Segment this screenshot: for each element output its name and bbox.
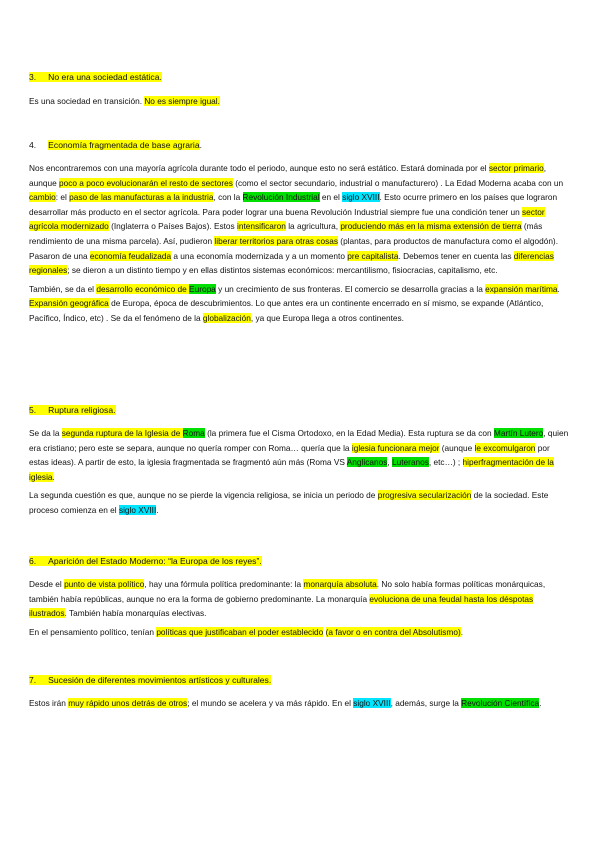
text-run: , aunque	[29, 163, 547, 188]
section-number: 4.	[29, 140, 37, 150]
highlighted-text: punto de vista político	[64, 579, 145, 589]
section-number: 7.	[29, 675, 37, 685]
section-heading-highlight	[29, 405, 116, 415]
section-title: Ruptura religiosa.	[48, 405, 116, 415]
highlighted-text: muy rápido unos detrás de otros	[68, 698, 188, 708]
section-number: 3.	[29, 72, 37, 82]
text-run: Es una sociedad en transición.	[29, 96, 145, 106]
section-paragraph	[29, 488, 569, 517]
highlighted-text: Luteranos	[391, 457, 429, 468]
section-heading-highlight	[29, 675, 271, 685]
highlighted-text: Roma	[182, 428, 205, 438]
text-run: También, se da el	[29, 283, 97, 294]
section-paragraph	[29, 426, 569, 484]
text-run: , con la	[213, 192, 243, 203]
text-run: Estos irán	[29, 698, 69, 708]
section-6	[29, 556, 569, 643]
text-run: Se da la	[29, 428, 62, 438]
text-run: .	[557, 283, 560, 294]
highlighted-text: poco a poco evolucionarán el resto de sectores	[59, 177, 233, 188]
text-run: ,	[387, 457, 392, 468]
text-run: .	[52, 471, 55, 482]
text-run: en el	[319, 192, 343, 203]
highlighted-text: políticas que justificaban el poder establecido	[156, 626, 324, 637]
section-paragraph	[29, 94, 569, 109]
text-run: La segunda cuestión es que, aunque no se pierde la vigencia religiosa, se inicia un periodo de	[29, 490, 378, 501]
highlighted-text: Martín Lutero	[493, 428, 544, 438]
section-paragraph	[29, 161, 569, 278]
highlighted-text: monarquía absoluta	[303, 579, 377, 589]
highlighted-text: hiperfragmentación de la iglesia	[29, 457, 554, 482]
text-run: por estas ideas). A partir de esto, la iglesia fragmentada se fragmentó aún más (Roma VS	[29, 442, 550, 468]
section-5	[29, 405, 569, 522]
highlighted-text: paso de las manufacturas a la industria	[69, 192, 214, 203]
text-run: , hay una fórmula política predominante: la	[144, 579, 304, 589]
text-run: Desde el	[29, 579, 65, 589]
highlighted-text: sector agrícola modernizado	[29, 206, 545, 232]
section-title: No era una sociedad estática.	[48, 72, 162, 82]
highlighted-text: siglo XVIII	[353, 698, 391, 708]
section-number: 5.	[29, 405, 37, 415]
highlighted-text: Revolución Científica	[461, 698, 540, 708]
text-run: y un crecimiento de sus fronteras. El comercio se desarrolla gracias a la	[215, 283, 486, 294]
section-paragraph	[29, 282, 569, 326]
text-run: (Inglaterra o Países Bajos). Estos	[108, 221, 237, 232]
section-4	[29, 140, 569, 330]
highlighted-text: No es siempre igual.	[144, 96, 220, 106]
text-run: a una economía modernizada y a un momento	[171, 250, 348, 261]
section-title: Economía fragmentada de base agraria	[48, 140, 200, 150]
section-heading	[29, 675, 569, 686]
section-heading	[29, 405, 569, 416]
highlighted-text: produciendo más en la misma extensión de tierra	[340, 221, 522, 232]
highlighted-text: desarrollo económico de	[96, 283, 190, 294]
section-7	[29, 675, 569, 715]
text-run: .	[156, 504, 159, 515]
text-run: , quien era cristiano; pero este se separa, aunque no quería romper con Roma… quería que la	[29, 428, 569, 453]
highlighted-text: Europa	[189, 283, 216, 294]
text-run: (como el sector secundario, industrial o manufacturero) . La Edad Moderna acaba con un	[232, 177, 564, 188]
section-title: Aparición del Estado Moderno: “la Europa de los reyes”.	[48, 556, 262, 566]
text-run: la agricultura,	[285, 221, 341, 232]
highlighted-text: le excomulgaron	[474, 442, 536, 453]
section-title-suffix: .	[199, 140, 203, 150]
text-run: , ya que Europa llega a otros continentes.	[250, 312, 404, 323]
text-run: (más rendimiento de una misma parcela). Así, pudieron	[29, 221, 543, 246]
section-title: Sucesión de diferentes movimientos artísticos y culturales.	[48, 675, 272, 685]
text-run: ; se dieron a un distinto tiempo y en ellas distintos sistemas económicos: mercantilismo, fisiocracias, capitalismo, etc.	[67, 265, 498, 276]
text-run: , además, surge la	[390, 698, 462, 708]
text-run: (plantas, para productos de manufactura como el algodón). Pasaron de una	[29, 235, 558, 261]
text-run: ; el mundo se acelera y va más rápido. En el	[187, 698, 354, 708]
section-paragraph	[29, 696, 569, 711]
text-run: . Esto ocurre primero en los países que lograron desarrollar más producto en el sector agrícola. Para poder lograr una buena Revolución Industrial siempre fue una condición tener un	[29, 192, 558, 217]
highlighted-text: sector primario	[488, 163, 544, 173]
highlighted-text: pre capitalista	[347, 250, 399, 261]
highlighted-text: economía feudalizada	[89, 250, 172, 261]
section-paragraph	[29, 625, 569, 640]
text-run: Nos encontraremos con una mayoría agrícola durante todo el periodo, aunque esto no será estático. Estará dominada por el	[29, 163, 489, 173]
section-heading-highlight	[29, 556, 262, 566]
section-paragraph	[29, 577, 569, 621]
text-run: .	[539, 698, 542, 708]
text-run: . No solo había formas políticas monárquicas, también había repúblicas, aunque no era la forma de gobierno predominante. La monarquía	[29, 579, 546, 604]
text-run: de la sociedad. Este proceso comienza en el	[29, 490, 549, 515]
section-heading-highlight	[29, 72, 162, 82]
highlighted-text: evoluciona de una feudal hasta los déspotas ilustrados	[29, 593, 534, 619]
highlighted-text: cambio	[29, 192, 56, 203]
text-run: : el	[55, 192, 70, 203]
highlighted-text: expansión marítima	[485, 283, 558, 294]
section-heading	[29, 556, 569, 567]
text-run: , etc…) ;	[428, 457, 463, 468]
section-heading	[29, 72, 569, 83]
highlighted-text: Expansión geográfica	[29, 298, 109, 309]
highlighted-text: progresiva secularización	[377, 490, 472, 501]
highlighted-text: segunda ruptura de la Iglesia de	[61, 428, 183, 438]
highlighted-text: Revolución Industrial	[242, 192, 320, 203]
text-run: . Debemos tener en cuenta las	[398, 250, 514, 261]
section-number: 6.	[29, 556, 37, 566]
section-heading	[29, 140, 569, 151]
highlighted-text: iglesia funcionara mejor	[351, 442, 440, 453]
highlighted-text: globalización	[202, 312, 251, 323]
highlighted-text: intensificaron	[237, 221, 286, 232]
highlighted-text: Anglicanos	[346, 457, 388, 468]
text-run: . También había monarquías electivas.	[64, 608, 207, 619]
highlighted-text: diferencias regionales	[29, 250, 554, 276]
text-run: (la primera fue el Cisma Ortodoxo, en la Edad Media). Esta ruptura se da con	[204, 428, 494, 438]
text-run: En el pensamiento político, tenían	[29, 626, 157, 637]
text-run: de Europa, época de descubrimientos. Lo que antes era un continente encerrado en sí mismo, se expande (Atlántico, Pacífico, Índico, etc) . Se da el fenómeno de la	[29, 298, 544, 323]
highlighted-text: liberar territorios para otras cosas	[214, 235, 338, 246]
text-run: .	[460, 626, 464, 637]
highlighted-text: siglo XVIII	[118, 504, 157, 515]
highlighted-text: (a favor o en contra del Absolutismo)	[325, 626, 461, 637]
section-3	[29, 72, 569, 113]
text-run: (aunque	[439, 442, 475, 453]
highlighted-text: siglo XVIII	[342, 192, 380, 203]
